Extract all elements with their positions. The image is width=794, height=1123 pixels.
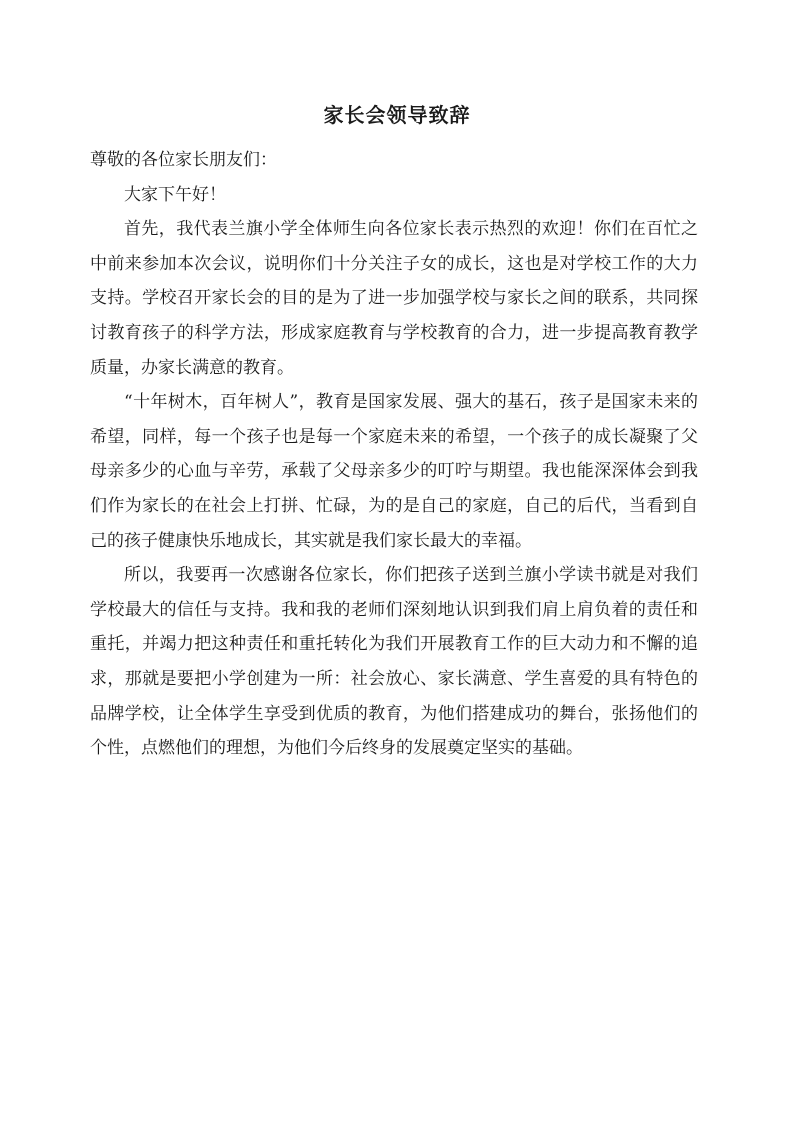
document-title: 家长会领导致辞	[323, 103, 471, 127]
paragraph-greeting: 大家下午好！	[124, 184, 226, 205]
salutation: 尊敬的各位家长朋友们：	[90, 150, 277, 170]
paragraph-education: “十年树木，百年树人”，教育是国家发展、强大的基石，孩子是国家未来的希望，同样，每一个孩子也是每一个家庭未来的希望，一个孩子的成长凝聚了父母亲多少的心血与辛劳，承载了父母亲多少的叮咛与期望。我也能深深体会到我们作为家长的在社会上打拼、忙碌，为的是自己的家庭，自己的后代，当看到自己的孩子健康快乐地成长，其实就是我们家长最大的幸福。	[90, 392, 698, 551]
paragraph-gratitude: 所以，我要再一次感谢各位家长，你们把孩子送到兰旗小学读书就是对我们学校最大的信任与支持。我和我的老师们深刻地认识到我们肩上肩负着的责任和重托，并竭力把这种责任和重托转化为我们开展教育工作的巨大动力和不懈的追求，那就是要把小学创建为一所：社会放心、家长满意、学生喜爱的具有特色的品牌学校，让全体学生享受到优质的教育，为他们搭建成功的舞台，张扬他们的个性，点燃他们的理想，为他们今后终身的发展奠定坚实的基础。	[90, 565, 698, 759]
paragraph-welcome: 首先，我代表兰旗小学全体师生向各位家长表示热烈的欢迎！你们在百忙之中前来参加本次会议，说明你们十分关注子女的成长，这也是对学校工作的大力支持。学校召开家长会的目的是为了进一步加强学校与家长之间的联系，共同探讨教育孩子的科学方法，形成家庭教育与学校教育的合力，进一步提高教育教学质量，办家长满意的教育。	[90, 219, 698, 378]
document-body	[90, 143, 698, 766]
